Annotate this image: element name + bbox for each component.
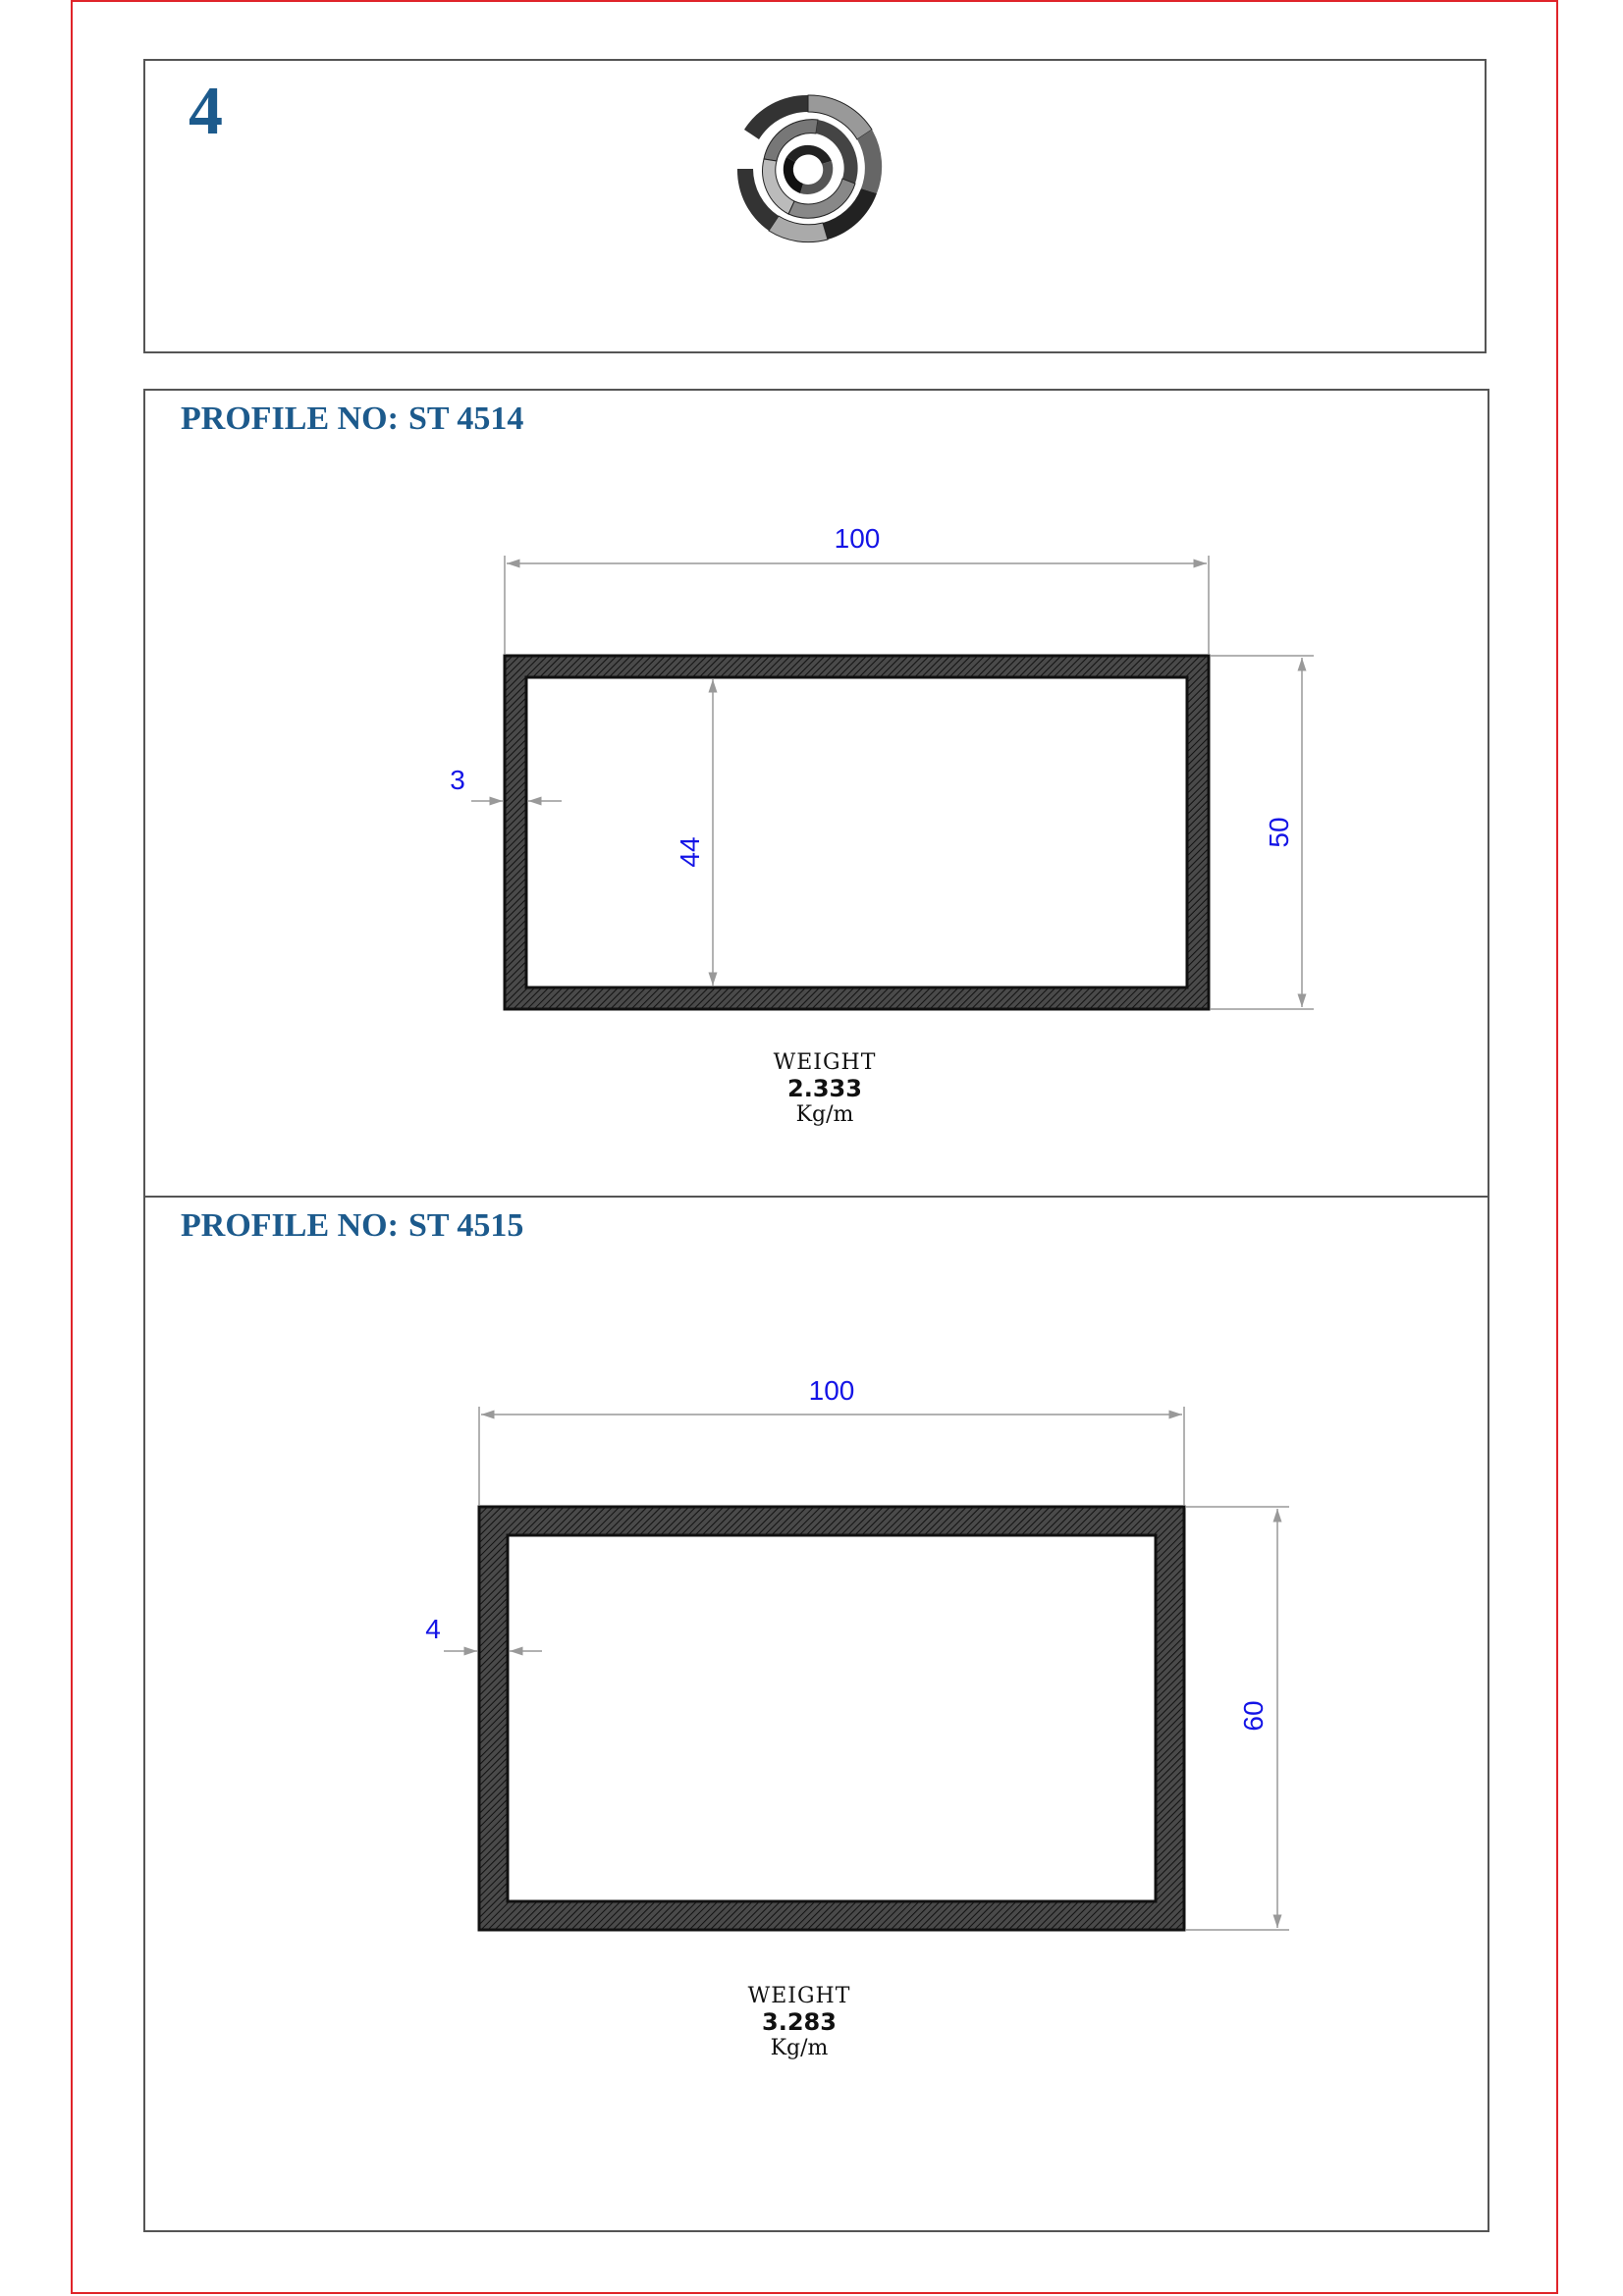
weight-block-2	[701, 1984, 897, 2060]
thickness-dimension-1: 3	[450, 765, 465, 795]
profiles-box	[143, 389, 1489, 2232]
width-dimension-1: 100	[834, 523, 881, 554]
weight-label-1: WEIGHT	[773, 1050, 877, 1075]
profile-code-1: ST 4514	[407, 400, 524, 437]
profile-label-1: PROFILE NO:	[181, 400, 399, 437]
logo-rings-icon	[737, 95, 882, 242]
height-dimension-2: 60	[1238, 1700, 1269, 1732]
tube-section-1	[505, 656, 1209, 1009]
profile-drawing-1	[450, 523, 1314, 1009]
inner-height-dimension-1: 44	[675, 836, 705, 868]
weight-value-1: 2.333	[787, 1075, 862, 1102]
weight-label-2: WEIGHT	[747, 1984, 851, 2008]
profile-drawings	[145, 391, 1491, 2234]
weight-unit-2: Kg/m	[770, 2036, 829, 2060]
tube-section-2	[479, 1507, 1184, 1930]
profile-label-2: PROFILE NO:	[181, 1207, 399, 1244]
company-logo	[646, 61, 941, 355]
weight-block-1	[727, 1050, 923, 1127]
thickness-dimension-2: 4	[425, 1614, 441, 1644]
page-number: 4	[189, 74, 223, 149]
profile-drawing-2	[425, 1375, 1289, 1930]
weight-value-2: 3.283	[762, 2008, 837, 2036]
weight-unit-1: Kg/m	[795, 1102, 854, 1127]
width-dimension-2: 100	[808, 1375, 855, 1406]
header-box	[143, 59, 1487, 353]
profile-code-2: ST 4515	[407, 1207, 524, 1244]
height-dimension-1: 50	[1264, 817, 1294, 848]
